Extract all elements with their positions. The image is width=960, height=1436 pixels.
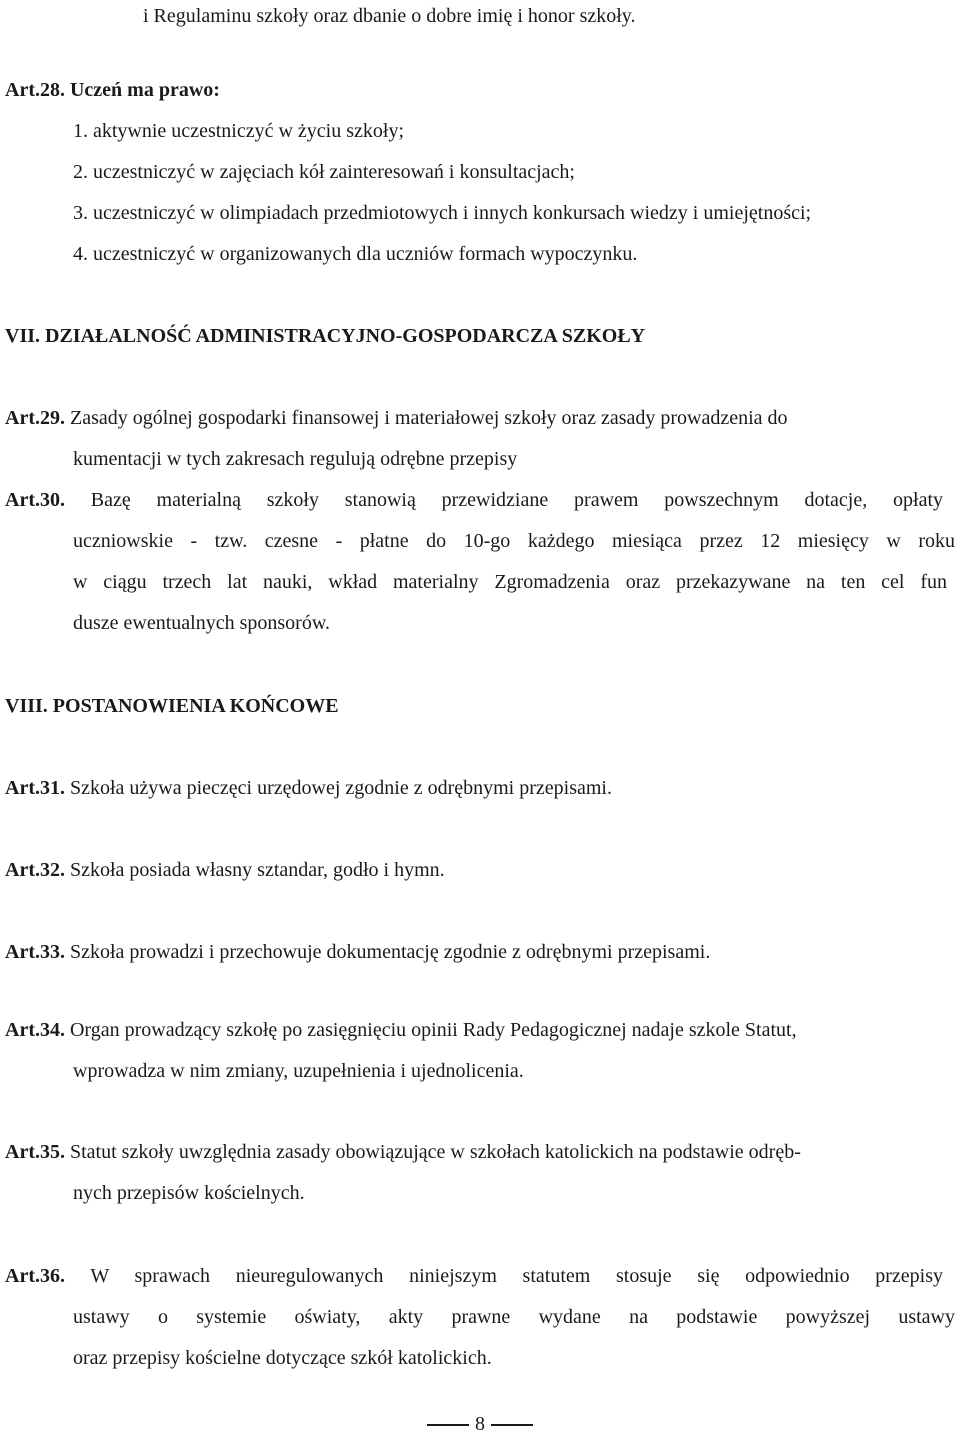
art31-line — [5, 776, 612, 800]
art29-line-1 — [5, 406, 940, 430]
art30-line-3: w ciągu trzech lat nauki, wkład materialny Zgromadzenia oraz przekazywane na ten cel fun — [73, 571, 947, 593]
art36-line-2: ustawy o systemie oświaty, akty prawne wydane na podstawie powyższej ustawy — [73, 1306, 955, 1328]
footer-dash-right — [491, 1424, 533, 1426]
art31-text: Szkoła używa pieczęci urzędowej zgodnie z odrębnymi przepisami. — [69, 777, 612, 799]
art30-label: Art.30. — [5, 489, 65, 511]
art35-line-1 — [5, 1140, 801, 1164]
art28-item-4: 4. uczestniczyć w organizowanych dla uczniów formach wypoczynku. — [73, 243, 638, 265]
art36-label: Art.36. — [5, 1265, 65, 1287]
art30-line-1 — [5, 488, 943, 512]
art29-line-2: kumentacji w tych zakresach regulują odrębne przepisy — [73, 448, 518, 470]
art28-item-1: 1. aktywnie uczestniczyć w życiu szkoły; — [73, 120, 404, 142]
art35-line-2: nych przepisów kościelnych. — [73, 1182, 305, 1204]
art31-label: Art.31. — [5, 777, 65, 799]
art35-label: Art.35. — [5, 1141, 65, 1163]
art28-label: Art.28. — [5, 79, 65, 101]
art32-label: Art.32. — [5, 859, 65, 881]
art32-text: Szkoła posiada własny sztandar, godło i hymn. — [69, 859, 445, 881]
art29-text-1: Zasady ogólnej gospodarki finansowej i materiałowej szkoły oraz zasady prowadzenia do — [69, 407, 788, 429]
footer-dash-left — [427, 1424, 469, 1426]
art36-line-3: oraz przepisy kościelne dotyczące szkół katolickich. — [73, 1347, 492, 1369]
art29-label: Art.29. — [5, 407, 65, 429]
art28-item-3: 3. uczestniczyć w olimpiadach przedmiotowych i innych konkursach wiedzy i umiejętności; — [73, 202, 812, 224]
art36-line-1 — [5, 1264, 943, 1288]
art33-label: Art.33. — [5, 941, 65, 963]
art28-item-2: 2. uczestniczyć w zajęciach kół zainteresowań i konsultacjach; — [73, 161, 575, 183]
page-footer — [0, 1412, 960, 1436]
art28-title: Uczeń ma prawo: — [69, 79, 220, 101]
art30-line-4: dusze ewentualnych sponsorów. — [73, 612, 330, 634]
art28-heading — [5, 78, 220, 102]
section-7-heading: VII. DZIAŁALNOŚĆ ADMINISTRACYJNO-GOSPODARCZA SZKOŁY — [5, 325, 646, 347]
art33-text: Szkoła prowadzi i przechowuje dokumentację zgodnie z odrębnymi przepisami. — [69, 941, 711, 963]
art30-text-1: Bazę materialną szkoły stanowią przewidziane prawem powszechnym dotacje, opłaty — [90, 489, 943, 511]
page-number: 8 — [475, 1413, 485, 1435]
art30-line-2: uczniowskie - tzw. czesne - płatne do 10-go każdego miesiąca przez 12 miesięcy w roku — [73, 530, 955, 552]
art32-line — [5, 858, 445, 882]
art34-line-2: wprowadza w nim zmiany, uzupełnienia i ujednolicenia. — [73, 1060, 524, 1082]
art35-text-1: Statut szkoły uwzględnia zasady obowiązujące w szkołach katolickich na podstawie odręb- — [69, 1141, 801, 1163]
art34-label: Art.34. — [5, 1019, 65, 1041]
continuation-line: i Regulaminu szkoły oraz dbanie o dobre imię i honor szkoły. — [143, 5, 636, 27]
section-8-heading: VIII. POSTANOWIENIA KOŃCOWE — [5, 695, 339, 717]
art33-line — [5, 940, 710, 964]
art34-text-1: Organ prowadzący szkołę po zasięgnięciu opinii Rady Pedagogicznej nadaje szkole Statut, — [69, 1019, 797, 1041]
art34-line-1 — [5, 1018, 797, 1042]
art36-text-1: W sprawach nieuregulowanych niniejszym statutem stosuje się odpowiednio przepisy — [90, 1265, 944, 1287]
